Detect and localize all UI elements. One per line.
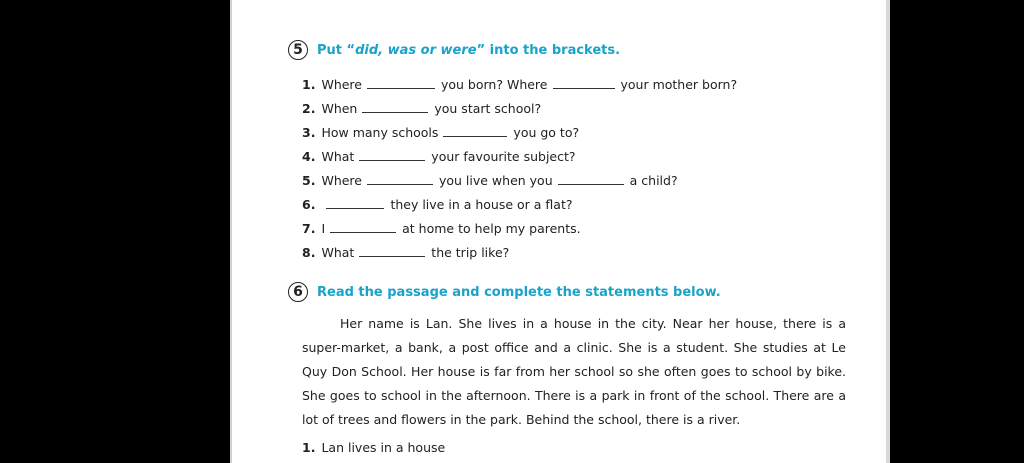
item-text: Where [321,77,362,92]
answer-blank[interactable] [359,150,425,161]
answer-blank[interactable] [443,126,507,137]
section-6-heading [288,281,721,303]
item-text: When [321,101,358,116]
answer-blank[interactable] [558,174,624,185]
item-text: Lan lives in a house [321,440,446,455]
item-text: I [321,221,326,236]
item-text: you live when you [438,173,553,188]
section-5-instruction: Put “did, was or were” into the brackets. [317,42,621,58]
item-number: 5. [302,173,316,188]
item-number: 8. [302,245,316,260]
statement-item-1 [302,440,445,455]
exercise-item-2 [302,101,541,116]
section-5-heading [288,39,620,61]
answer-blank[interactable] [330,222,396,233]
answer-blank[interactable] [362,102,428,113]
passage-text: Her name is Lan. She lives in a house in the city. Near her house, there is a super-market, a bank, a post office and a clinic. She is a student. She studies at Le Quy Don School. Her house is far from her school so she often goes to school by bike. She goes to school in the afternoon. There is a park in front of the school. There are a lot of trees and flowers in the park. Behind the school, there is a river. [302,316,846,427]
item-text: you start school? [434,101,542,116]
item-text: your mother born? [620,77,738,92]
item-number: 1. [302,440,316,455]
answer-blank[interactable] [359,246,425,257]
item-text: your favourite subject? [431,149,576,164]
item-number: 2. [302,101,316,116]
item-text: you born? Where [440,77,548,92]
item-text: What [321,245,355,260]
item-text: Where [321,173,362,188]
item-number: 6. [302,197,316,212]
page-edge-right [886,0,890,463]
item-text: the trip like? [431,245,510,260]
item-text: What [321,149,355,164]
item-text: How many schools [321,125,439,140]
exercise-item-1 [302,77,737,92]
exercise-item-7 [302,221,581,236]
exercise-item-4 [302,149,576,164]
exercise-item-8 [302,245,509,260]
answer-blank[interactable] [367,78,435,89]
item-number: 1. [302,77,316,92]
item-number: 7. [302,221,316,236]
exercise-item-6 [302,197,572,212]
worksheet-page [232,0,886,463]
answer-blank[interactable] [367,174,433,185]
exercise-item-3 [302,125,579,140]
section-number-badge: 5 [288,40,308,60]
item-text: a child? [629,173,678,188]
exercise-item-5 [302,173,678,188]
item-text: at home to help my parents. [402,221,581,236]
item-text: they live in a house or a flat? [390,197,573,212]
item-text: you go to? [513,125,580,140]
answer-blank[interactable] [326,198,384,209]
section-6-instruction: Read the passage and complete the statements below. [317,284,721,300]
section-number-badge: 6 [288,282,308,302]
item-number: 4. [302,149,316,164]
item-number: 3. [302,125,316,140]
reading-passage [302,312,846,432]
answer-blank[interactable] [553,78,615,89]
